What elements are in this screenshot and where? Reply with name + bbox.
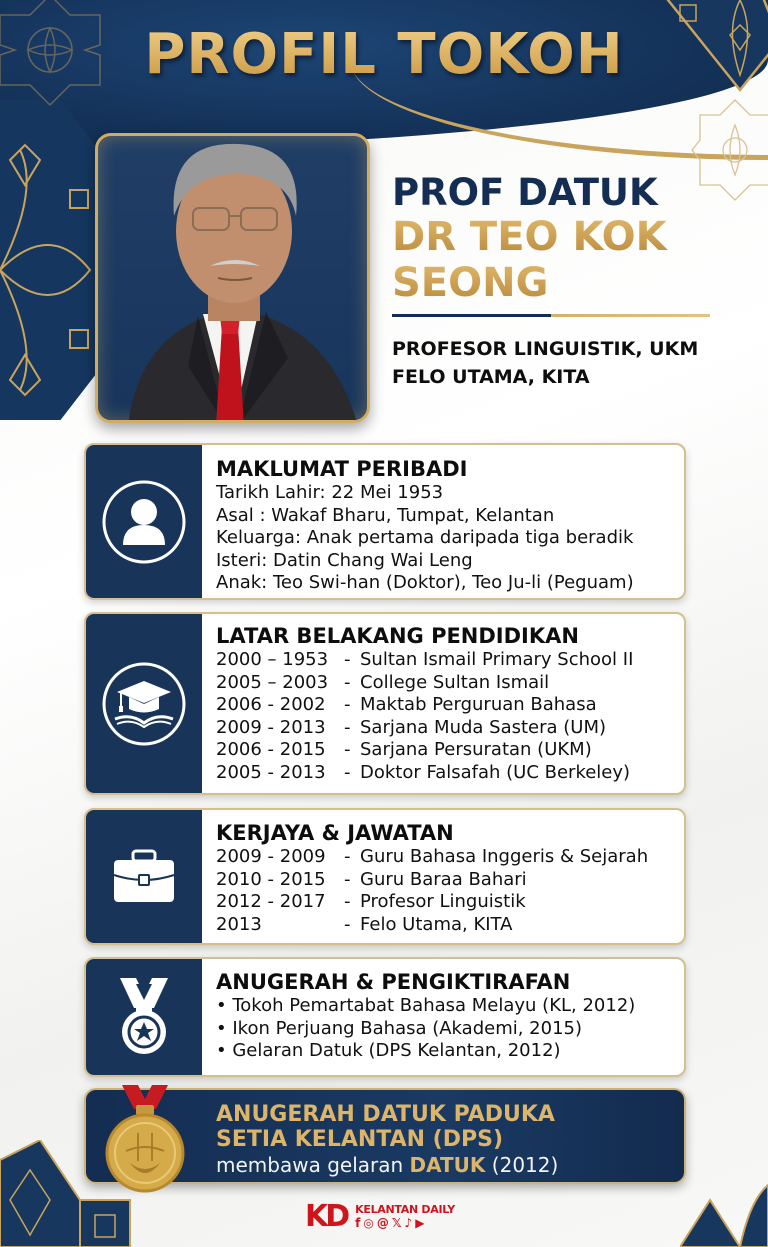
award-item: • Gelaran Datuk (DPS Kelantan, 2012) <box>216 1040 561 1061</box>
education-row: 2006 - 2015 - Sarjana Persuratan (UKM) <box>216 739 592 760</box>
award-banner-text <box>216 1102 558 1178</box>
award-item: • Ikon Perjuang Bahasa (Akademi, 2015) <box>216 1017 583 1039</box>
card-career <box>84 808 686 945</box>
card-title: ANUGERAH & PENGIKTIRAFAN <box>216 970 571 994</box>
personal-family: Keluarga: Anak pertama daripada tiga beradik <box>216 527 634 548</box>
personal-children: Anak: Teo Swi-han (Doktor), Teo Ju-li (Peguam) <box>216 572 634 593</box>
personal-spouse: Isteri: Datin Chang Wai Leng <box>216 549 473 571</box>
award-banner-subtitle: membawa gelaran DATUK (2012) <box>216 1153 559 1177</box>
education-row: 2005 – 2003 - College Sultan Ismail <box>216 671 550 693</box>
award-banner-title-1: ANUGERAH DATUK PADUKA <box>216 1102 555 1127</box>
page-title: PROFIL TOKOH <box>0 22 768 87</box>
user-icon <box>101 479 187 565</box>
card-icon-panel <box>86 810 202 943</box>
card-awards <box>84 957 686 1077</box>
facebook-icon[interactable]: f <box>355 1216 361 1230</box>
profile-name-block <box>392 172 732 391</box>
personal-origin: Asal : Wakaf Bharu, Tumpat, Kelantan <box>216 504 555 526</box>
x-icon[interactable]: 𝕏 <box>391 1216 402 1230</box>
subtitle-fellowship: FELO UTAMA, KITA <box>392 366 590 388</box>
portrait-photo <box>95 133 370 423</box>
ornament-left-flower-icon <box>0 130 100 410</box>
youtube-icon[interactable]: ▶ <box>415 1216 425 1230</box>
award-banner-title-2: SETIA KELANTAN (DPS) <box>216 1127 504 1152</box>
instagram-icon[interactable]: ◎ <box>363 1216 374 1230</box>
card-icon-panel <box>86 445 202 598</box>
card-icon-panel <box>86 614 202 793</box>
ornament-bottom-right-icon <box>680 1180 768 1247</box>
card-education <box>84 612 686 795</box>
career-row: 2010 - 2015 - Guru Baraa Bahari <box>216 868 527 890</box>
briefcase-icon <box>109 847 179 907</box>
person-portrait-icon <box>98 136 370 423</box>
education-row: 2006 - 2002 - Maktab Perguruan Bahasa <box>216 694 597 715</box>
career-row: 2013 - Felo Utama, KITA <box>216 913 513 935</box>
personal-birthdate: Tarikh Lahir: 22 Mei 1953 <box>216 482 444 503</box>
card-title: LATAR BELAKANG PENDIDIKAN <box>216 624 579 648</box>
profile-subtitle <box>392 335 732 391</box>
footer-brand-name: KELANTAN DAILY <box>355 1203 455 1216</box>
name-divider <box>392 314 710 317</box>
gold-medal-icon <box>100 1085 190 1195</box>
kd-logo: KD <box>305 1199 348 1234</box>
education-row: 2005 - 2013 - Doktor Falsafah (UC Berkeley) <box>216 761 631 783</box>
footer-branding <box>305 1199 455 1234</box>
career-row: 2012 - 2017 - Profesor Linguistik <box>216 891 526 912</box>
name-honorific: PROF DATUK <box>392 171 658 214</box>
award-item: • Tokoh Pemartabat Bahasa Melayu (KL, 2012) <box>216 995 636 1016</box>
education-row: 2009 - 2013 - Sarjana Muda Sastera (UM) <box>216 716 607 738</box>
threads-icon[interactable]: @ <box>376 1216 389 1230</box>
subtitle-position: PROFESOR LINGUISTIK, UKM <box>392 338 699 360</box>
education-row: 2000 – 1953 - Sultan Ismail Primary School II <box>216 649 634 670</box>
card-title: MAKLUMAT PERIBADI <box>216 457 468 481</box>
name-line-2: DR TEO KOK <box>392 214 732 260</box>
social-links <box>355 1217 455 1230</box>
card-title: KERJAYA & JAWATAN <box>216 821 454 845</box>
name-line-3: SEONG <box>392 260 732 306</box>
medal-star-icon <box>114 972 174 1062</box>
tiktok-icon[interactable]: ♪ <box>404 1216 413 1230</box>
career-row: 2009 - 2009 - Guru Bahasa Inggeris & Sejarah <box>216 846 649 867</box>
card-icon-panel <box>86 959 202 1075</box>
graduation-cap-icon <box>101 661 187 747</box>
card-personal-info <box>84 443 686 600</box>
